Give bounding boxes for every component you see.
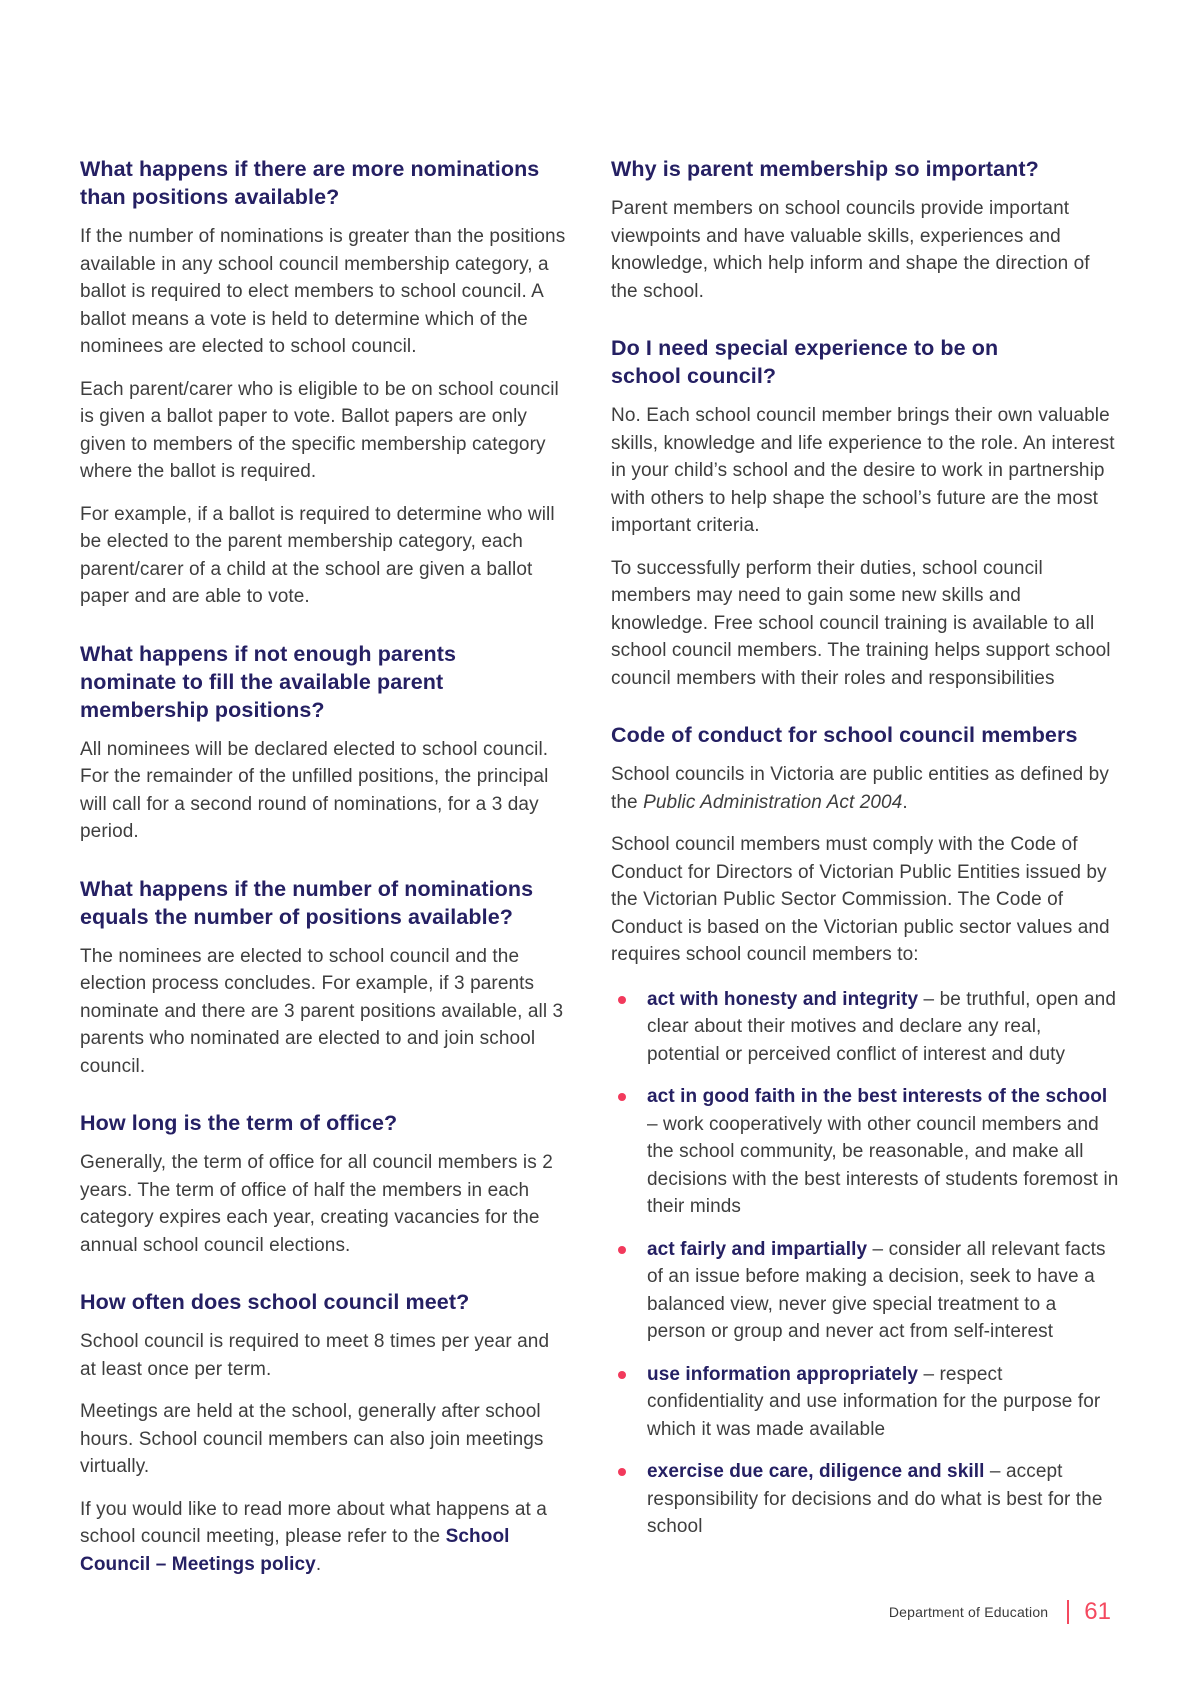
paragraph: For example, if a ballot is required to determine who will be elected to the parent membership category, each parent/carer of a child at the school are given a ballot paper and are able to vote. xyxy=(80,503,555,607)
bullet-lead-text: act in good faith in the best interests of the school xyxy=(647,1086,1108,1107)
paragraph: Meetings are held at the school, generally after school hours. School council members can also join meetings virtually. xyxy=(80,1401,544,1477)
list-item xyxy=(611,1236,1119,1346)
bullet-body-text: – accept responsibility for decisions and do what is best for the school xyxy=(647,1461,1103,1537)
paragraph: All nominees will be declared elected to school council. For the remainder of the unfilled positions, the principal will call for a second round of nominations, for a 3 day period. xyxy=(80,738,549,842)
list-item xyxy=(611,1458,1119,1541)
left-column xyxy=(80,155,567,1593)
paragraph: No. Each school council member brings their own valuable skills, knowledge and life experience to the role. An interest in your child’s school and the desire to work in partnership with others to help shape the school’s future are the most important criteria. xyxy=(611,405,1115,536)
page-footer xyxy=(889,1598,1111,1626)
heading-code-of-conduct: Code of conduct for school council members xyxy=(611,723,1078,747)
bullet-icon xyxy=(618,1246,626,1254)
act-title-italic: Public Administration Act 2004 xyxy=(643,791,903,813)
paragraph-text: . xyxy=(902,791,908,813)
bullet-lead-text: use information appropriately xyxy=(647,1363,919,1385)
paragraph: School council members must comply with the Code of Conduct for Directors of Victorian Public Entities issued by the Victorian Public Sector Commission. The Code of Conduct is based on the Victorian public sector values and requires school council members to: xyxy=(611,834,1110,965)
paragraph: Each parent/carer who is eligible to be on school council is given a ballot paper to vote. Ballot papers are only given to members of the specific membership category where the ballot is required. xyxy=(80,378,559,482)
paragraph: To successfully perform their duties, school council members may need to gain some new skills and knowledge. Free school council training is available to all school council members. The training helps support school council members with their roles and responsibilities xyxy=(611,557,1111,689)
bullet-body-text: – work cooperatively with other council members and the school community, be reasonable, and make all decisions with the best interests of students foremost in their minds xyxy=(647,1113,1119,1217)
paragraph: School council is required to meet 8 times per year and at least once per term. xyxy=(80,1331,550,1380)
footer-divider xyxy=(1067,1600,1069,1624)
heading-nominations-equal-positions: What happens if the number of nominations equals the number of positions available? xyxy=(80,876,534,929)
bullet-body-text: – respect confidentiality and use information for the purpose for which it was made available xyxy=(647,1363,1101,1440)
bullet-body-text: – consider all relevant facts of an issue before making a decision, seek to have a balanced view, never give special treatment to a person or group and never act from self-interest xyxy=(647,1238,1106,1342)
heading-special-experience: Do I need special experience to be on school council? xyxy=(611,336,999,388)
bullet-lead-text: exercise due care, diligence and skill xyxy=(647,1461,985,1482)
heading-parent-membership-important: Why is parent membership so important? xyxy=(611,157,1039,181)
list-item xyxy=(611,1361,1119,1444)
bullet-lead-text: act fairly and impartially xyxy=(647,1238,868,1260)
heading-term-of-office: How long is the term of office? xyxy=(80,1111,398,1135)
list-item xyxy=(611,1083,1119,1221)
right-column xyxy=(611,155,1119,1593)
heading-not-enough-parents: What happens if not enough parents nominate to fill the available parent membership positions? xyxy=(80,641,457,722)
paragraph-text: School councils in Victoria are public entities as defined by the xyxy=(611,764,1109,813)
bullet-icon xyxy=(618,996,626,1004)
list-item xyxy=(611,986,1119,1069)
heading-council-meet-frequency: How often does school council meet? xyxy=(80,1290,470,1314)
footer-department-label: Department of Education xyxy=(888,1604,1049,1620)
bullet-icon xyxy=(618,1468,626,1476)
paragraph-text: . xyxy=(315,1553,322,1575)
bullet-icon xyxy=(618,1093,626,1101)
bullet-lead-text: act with honesty and integrity xyxy=(647,988,919,1010)
page-number: 61 xyxy=(1084,1598,1111,1625)
paragraph: Parent members on school councils provide important viewpoints and have valuable skills, experiences and knowledge, which help inform and shape the direction of the school. xyxy=(611,198,1090,302)
paragraph: Generally, the term of office for all council members is 2 years. The term of office of half the members in each category expires each year, creating vacancies for the annual school council elections. xyxy=(80,1152,553,1256)
paragraph-text: If you would like to read more about what happens at a school council meeting, please refer to the xyxy=(80,1498,547,1547)
bullet-icon xyxy=(618,1371,626,1379)
code-of-conduct-list xyxy=(611,986,1119,1541)
bullet-body-text: – be truthful, open and clear about their motives and declare any real, potential or perceived conflict of interest and duty xyxy=(647,988,1116,1065)
paragraph: The nominees are elected to school council and the election process concludes. For example, if 3 parents nominate and there are 3 parent positions available, all 3 parents who nominated are elected to and join school council. xyxy=(80,945,564,1077)
paragraph: If the number of nominations is greater than the positions available in any school council membership category, a ballot is required to elect members to school council. A ballot means a vote is held to determine which of the nominees are elected to school council. xyxy=(80,226,566,357)
heading-more-nominations: What happens if there are more nominations than positions available? xyxy=(80,157,540,209)
paragraph-with-policy-link xyxy=(80,1496,567,1579)
paragraph-with-act-reference xyxy=(611,761,1119,816)
meetings-policy-link[interactable]: School Council – Meetings policy xyxy=(80,1526,510,1575)
